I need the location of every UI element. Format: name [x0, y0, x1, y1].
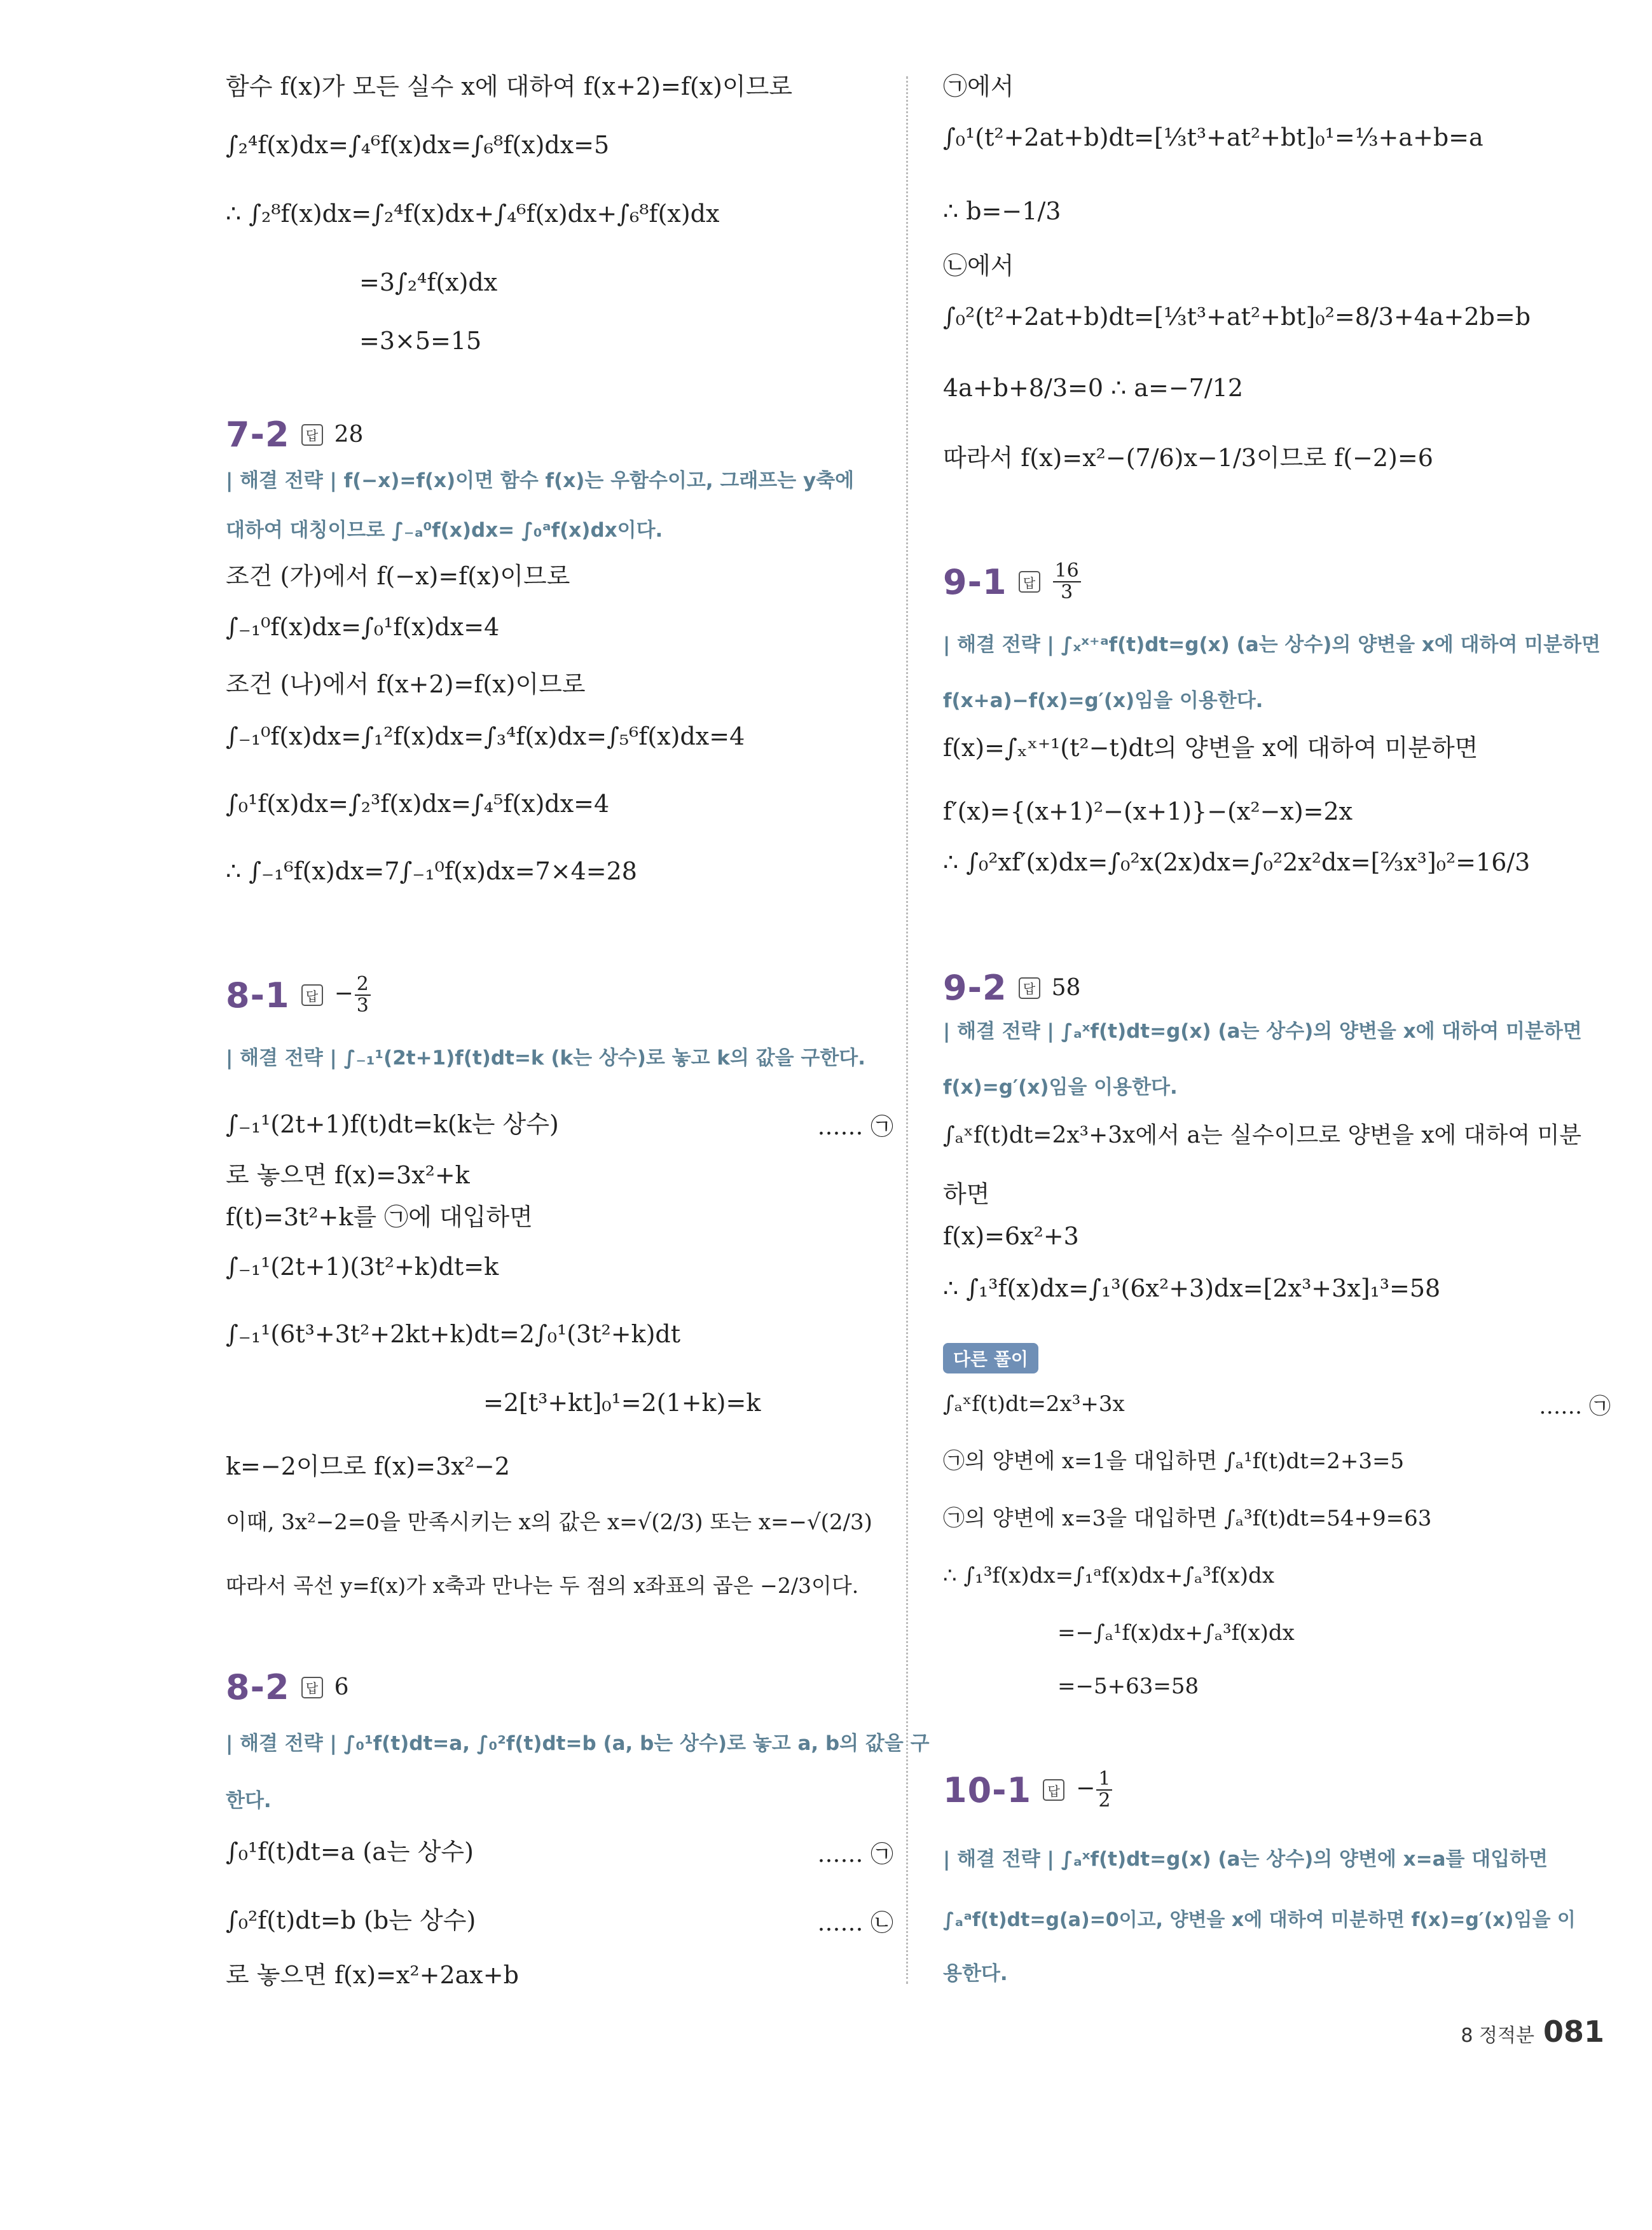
answer-fraction [1096, 1769, 1112, 1811]
strategy-line: | 해결 전략 | ∫₋₁¹(2t+1)f(t)dt=k (k는 상수)로 놓고 k의 값을 구한다. [226, 1047, 865, 1070]
math-line: ∴ b=−1/3 [943, 197, 1061, 225]
math-line: ∫₋₁¹(6t³+3t²+2kt+k)dt=2∫₀¹(3t²+k)dt [226, 1320, 681, 1348]
math-line: =3∫₂⁴f(x)dx [359, 268, 498, 296]
answer-icon: 답 [1019, 571, 1040, 593]
text-line: 조건 (나)에서 f(x+2)=f(x)이므로 [226, 670, 586, 698]
answer-sign: − [334, 981, 354, 1007]
strategy-line: 용한다. [943, 1962, 1008, 1985]
math-line: =−∫ₐ¹f(x)dx+∫ₐ³f(x)dx [1057, 1620, 1295, 1646]
math-line: ∫₋₁¹(2t+1)f(t)dt=k(k는 상수) [226, 1110, 559, 1138]
page-number: 081 [1543, 2014, 1604, 2049]
problem-header-9-2 [943, 968, 1080, 1008]
answer-icon: 답 [1043, 1779, 1064, 1801]
text-line: 이때, 3x²−2=0을 만족시키는 x의 값은 x=√(2/3) 또는 x=−√(2/3) [226, 1510, 872, 1535]
strategy-line: | 해결 전략 | f(−x)=f(x)이면 함수 f(x)는 우함수이고, 그래프는 y축에 [226, 469, 855, 492]
text-line: ㉠에서 [943, 72, 1014, 100]
problem-number: 8-2 [226, 1667, 290, 1707]
problem-number: 9-1 [943, 561, 1007, 602]
strategy-line: ∫ₐᵃf(t)dt=g(a)=0이고, 양변을 x에 대하여 미분하면 f(x)=g′(x)임을 이 [943, 1909, 1576, 1931]
text-line: k=−2이므로 f(x)=3x²−2 [226, 1452, 510, 1480]
text-line: 조건 (가)에서 f(−x)=f(x)이므로 [226, 562, 570, 590]
answer-value [1052, 561, 1082, 603]
math-line: ∴ ∫₂⁸f(x)dx=∫₂⁴f(x)dx+∫₄⁶f(x)dx+∫₆⁸f(x)dx [226, 200, 720, 228]
math-line: ∫₋₁⁰f(x)dx=∫₁²f(x)dx=∫₃⁴f(x)dx=∫₅⁶f(x)dx=4 [226, 722, 745, 750]
problem-header-8-1 [226, 974, 372, 1016]
text-line: 하면 [943, 1180, 990, 1208]
text-line: 함수 f(x)가 모든 실수 x에 대하여 f(x+2)=f(x)이므로 [226, 72, 793, 100]
math-line: ∴ ∫₋₁⁶f(x)dx=7∫₋₁⁰f(x)dx=7×4=28 [226, 857, 637, 885]
problem-header-10-1 [943, 1769, 1113, 1811]
problem-header-8-2 [226, 1667, 348, 1707]
equation-tag: …… ㉠ [1539, 1394, 1611, 1419]
problem-number: 9-2 [943, 968, 1007, 1008]
equation-tag: …… ㉡ [817, 1910, 893, 1936]
answer-icon: 답 [301, 424, 323, 446]
math-line: f′(x)={(x+1)²−(x+1)}−(x²−x)=2x [943, 797, 1353, 825]
fraction-numerator: 2 [355, 974, 371, 996]
fraction-denominator: 3 [356, 995, 369, 1017]
math-line: ∴ ∫₁³f(x)dx=∫₁ᵃf(x)dx+∫ₐ³f(x)dx [943, 1563, 1274, 1588]
math-line: =3×5=15 [359, 327, 482, 355]
text-line: 따라서 곡선 y=f(x)가 x축과 만나는 두 점의 x좌표의 곱은 −2/3이다. [226, 1573, 859, 1598]
fraction-denominator: 2 [1098, 1789, 1111, 1812]
math-line: ∫₀²(t²+2at+b)dt=[⅓t³+at²+bt]₀²=8/3+4a+2b=b [943, 303, 1531, 331]
strategy-line: 한다. [226, 1789, 272, 1812]
problem-number: 8-1 [226, 975, 290, 1015]
text-line: 따라서 f(x)=x²−(7/6)x−1/3이므로 f(−2)=6 [943, 444, 1433, 472]
math-line: ∴ ∫₀²xf′(x)dx=∫₀²x(2x)dx=∫₀²2x²dx=[⅔x³]₀²=16/3 [943, 848, 1531, 876]
text-line: ∫ₐˣf(t)dt=2x³+3x에서 a는 실수이므로 양변을 x에 대하여 미분 [943, 1122, 1582, 1148]
text-line: f(x)=∫ₓˣ⁺¹(t²−t)dt의 양변을 x에 대하여 미분하면 [943, 734, 1478, 762]
math-line: ∫₂⁴f(x)dx=∫₄⁶f(x)dx=∫₆⁸f(x)dx=5 [226, 131, 610, 159]
math-line: f(x)=6x²+3 [943, 1222, 1079, 1250]
math-line: ∫₀¹f(x)dx=∫₂³f(x)dx=∫₄⁵f(x)dx=4 [226, 790, 610, 818]
answer-icon: 답 [301, 984, 323, 1006]
math-line: =2[t³+kt]₀¹=2(1+k)=k [483, 1389, 761, 1417]
math-line: ∫₋₁⁰f(x)dx=∫₀¹f(x)dx=4 [226, 613, 500, 641]
math-line: =−5+63=58 [1057, 1674, 1199, 1699]
strategy-line: f(x)=g′(x)임을 이용한다. [943, 1076, 1178, 1099]
answer-value [334, 974, 372, 1016]
math-line: ∫ₐˣf(t)dt=2x³+3x [943, 1391, 1125, 1417]
fraction-numerator: 1 [1096, 1769, 1112, 1791]
problem-header-7-2 [226, 415, 363, 455]
fraction-numerator: 16 [1053, 561, 1081, 582]
answer-value: 6 [334, 1674, 349, 1700]
answer-fraction [355, 974, 371, 1016]
strategy-line: 대하여 대칭이므로 ∫₋ₐ⁰f(x)dx= ∫₀ᵃf(x)dx이다. [226, 519, 663, 542]
equation-tag: …… ㉠ [817, 1841, 893, 1868]
text-line: ㉠의 양변에 x=3을 대입하면 ∫ₐ³f(t)dt=54+9=63 [943, 1506, 1432, 1531]
problem-number: 10-1 [943, 1770, 1032, 1810]
strategy-line: | 해결 전략 | ∫₀¹f(t)dt=a, ∫₀²f(t)dt=b (a, b는 상수)로 놓고 a, b의 값을 구 [226, 1732, 930, 1755]
math-line: ∫₀¹f(t)dt=a (a는 상수) [226, 1838, 474, 1866]
text-line: 로 놓으면 f(x)=x²+2ax+b [226, 1961, 519, 1989]
chapter-label: 8 정적분 [1461, 2025, 1534, 2047]
answer-value [1076, 1769, 1113, 1811]
text-line: f(t)=3t²+k를 ㉠에 대입하면 [226, 1203, 533, 1231]
math-line: ∴ ∫₁³f(x)dx=∫₁³(6x²+3)dx=[2x³+3x]₁³=58 [943, 1274, 1441, 1302]
column-divider [906, 76, 908, 1984]
math-line: 4a+b+8/3=0 ∴ a=−7/12 [943, 374, 1244, 402]
alt-solution-badge: 다른 풀이 [943, 1343, 1038, 1373]
math-line: ∫₋₁¹(2t+1)(3t²+k)dt=k [226, 1253, 499, 1281]
problem-number: 7-2 [226, 415, 290, 455]
text-line: ㉡에서 [943, 252, 1014, 280]
fraction-denominator: 3 [1061, 581, 1073, 603]
strategy-line: f(x+a)−f(x)=g′(x)임을 이용한다. [943, 689, 1263, 712]
answer-value: 28 [334, 422, 364, 448]
text-line: ㉠의 양변에 x=1을 대입하면 ∫ₐ¹f(t)dt=2+3=5 [943, 1449, 1405, 1474]
answer-fraction [1053, 561, 1081, 603]
answer-icon: 답 [301, 1677, 323, 1698]
math-line: ∫₀²f(t)dt=b (b는 상수) [226, 1906, 476, 1934]
answer-value: 58 [1051, 975, 1081, 1001]
text-line: 로 놓으면 f(x)=3x²+k [226, 1161, 470, 1189]
strategy-line: | 해결 전략 | ∫ₓˣ⁺ᵃf(t)dt=g(x) (a는 상수)의 양변을 x에 대하여 미분하면 [943, 633, 1600, 656]
answer-icon: 답 [1019, 977, 1040, 999]
equation-tag: …… ㉠ [817, 1114, 893, 1140]
math-line: ∫₀¹(t²+2at+b)dt=[⅓t³+at²+bt]₀¹=⅓+a+b=a [943, 123, 1483, 151]
problem-header-9-1 [943, 561, 1082, 603]
strategy-line: | 해결 전략 | ∫ₐˣf(t)dt=g(x) (a는 상수)의 양변을 x에 대하여 미분하면 [943, 1020, 1582, 1043]
answer-sign: − [1076, 1775, 1096, 1801]
strategy-line: | 해결 전략 | ∫ₐˣf(t)dt=g(x) (a는 상수)의 양변에 x=a를 대입하면 [943, 1848, 1548, 1871]
page-footer [1461, 2014, 1604, 2049]
